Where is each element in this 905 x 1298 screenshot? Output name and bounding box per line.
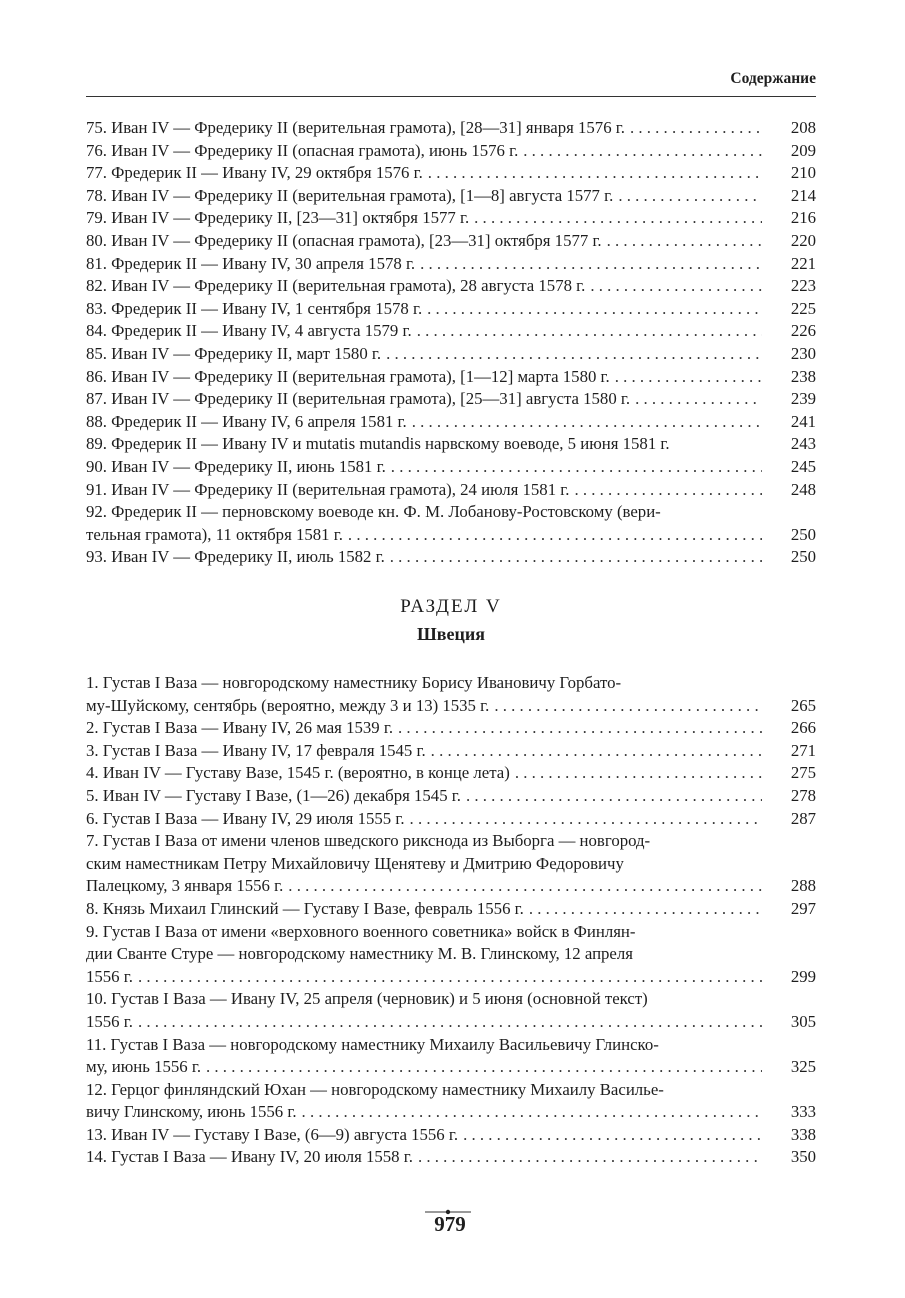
toc-entry-page: 225 [790, 298, 816, 318]
toc-entry [86, 433, 816, 456]
toc-entry-line [86, 921, 762, 944]
toc-entry [86, 1079, 816, 1124]
toc-entry-page: 245 [790, 456, 816, 476]
section-subtitle: Швеция [417, 624, 485, 644]
toc-entry-line [86, 230, 762, 253]
toc-entry-line [86, 830, 762, 853]
toc-entry [86, 162, 816, 185]
toc-entry-page: 214 [790, 185, 816, 205]
toc-entry [86, 830, 816, 898]
toc-entry-text: 13. Иван IV — Густаву I Вазе, (6—9) августа 1556 г. [86, 1124, 459, 1144]
toc-entry [86, 988, 816, 1033]
dot-leader [133, 1011, 762, 1034]
toc-entry-line [86, 1124, 762, 1147]
toc-entry-line [86, 988, 762, 1011]
toc-entry-page: 210 [790, 163, 816, 183]
toc-entry-line [86, 966, 762, 989]
toc-entry-line [86, 411, 762, 434]
toc-entry-line [86, 546, 762, 569]
toc-entry [86, 501, 816, 546]
toc-entry-line [86, 1056, 762, 1079]
toc-entry [86, 479, 816, 502]
page-number: 979 [434, 1212, 466, 1236]
dot-leader [385, 546, 762, 569]
toc-entry-text: ским наместникам Петру Михайловичу Щенятеву и Дмитрию Федоровичу [86, 853, 624, 873]
dot-leader [386, 456, 762, 479]
toc-entry-page: 239 [790, 389, 816, 409]
toc-entry [86, 1034, 816, 1079]
toc-entry-page: 223 [790, 276, 816, 296]
toc-entry-line [86, 524, 762, 547]
toc-entry [86, 672, 816, 717]
toc-entry-line [86, 320, 762, 343]
toc-entry-line [86, 1011, 762, 1034]
toc-entry-text: 77. Фредерик II — Ивану IV, 29 октября 1576 г. [86, 163, 423, 183]
dot-leader [461, 785, 762, 808]
toc-entry [86, 411, 816, 434]
toc-entry-text: 78. Иван IV — Фредерику II (верительная грамота), [1—8] августа 1577 г. [86, 185, 614, 205]
toc-entry [86, 1124, 816, 1147]
toc-entry-page: 271 [790, 740, 816, 760]
toc-entry-page: 208 [790, 118, 816, 137]
toc-entry-line [86, 740, 762, 763]
toc-entry [86, 388, 816, 411]
dot-leader [423, 162, 762, 185]
dot-leader [283, 875, 762, 898]
toc-entry-page: 241 [790, 411, 816, 431]
toc-list-top [86, 117, 816, 569]
dot-leader [458, 1124, 762, 1147]
toc-entry [86, 808, 816, 831]
toc-entry-line [86, 366, 762, 389]
toc-entry [86, 275, 816, 298]
toc-entry-text: 76. Иван IV — Фредерику II (опасная грамота), июнь 1576 г. [86, 140, 519, 160]
toc-entry-page: 265 [790, 695, 816, 715]
toc-entry-text: 84. Фредерик II — Ивану IV, 4 августа 1579 г. [86, 321, 412, 341]
toc-entry [86, 366, 816, 389]
toc-entry-text: вичу Глинскому, июнь 1556 г. [86, 1102, 297, 1122]
toc-entry-line [86, 672, 762, 695]
toc-entry-text: 88. Фредерик II — Ивану IV, 6 апреля 1581 г. [86, 411, 407, 431]
toc-entry-page: 221 [790, 253, 816, 273]
toc-entry [86, 140, 816, 163]
toc-entry-page: 250 [790, 547, 816, 567]
toc-entry-text: 11. Густав I Ваза — новгородскому наместнику Михаилу Васильевичу Глинско- [86, 1034, 659, 1054]
dot-leader [630, 388, 762, 411]
toc-entry [86, 740, 816, 763]
toc-entry [86, 117, 816, 140]
toc-entry-text: 83. Фредерик II — Ивану IV, 1 сентября 1578 г. [86, 298, 423, 318]
toc-entry-text: 6. Густав I Ваза — Ивану IV, 29 июля 1555 г. [86, 808, 405, 828]
dot-leader [413, 1146, 762, 1169]
dot-leader [469, 207, 762, 230]
toc-entry-page: 238 [790, 366, 816, 386]
toc-entry [86, 921, 816, 989]
toc-entry [86, 456, 816, 479]
dot-leader [625, 117, 762, 140]
toc-entry-text: 5. Иван IV — Густаву I Вазе, (1—26) декабря 1545 г. [86, 785, 461, 805]
toc-entry [86, 298, 816, 321]
toc-entry [86, 230, 816, 253]
toc-entry-line [86, 695, 762, 718]
toc-entry-page: 248 [790, 479, 816, 499]
toc-entry [86, 343, 816, 366]
toc-entry-page: 243 [790, 434, 816, 454]
toc-entry-page: 338 [790, 1124, 816, 1144]
toc-entry [86, 253, 816, 276]
toc-entry-text: 89. Фредерик II — Ивану IV и mutatis mutandis нарвскому воеводе, 5 июня 1581 г. [86, 434, 670, 454]
toc-entry-page: 299 [790, 966, 816, 986]
toc-entry-line [86, 808, 762, 831]
toc-entry-page: 278 [790, 785, 816, 805]
toc-entry [86, 320, 816, 343]
toc-entry-line [86, 185, 762, 208]
toc-entry-text: 90. Иван IV — Фредерику II, июнь 1581 г. [86, 456, 386, 476]
dot-leader [510, 762, 762, 785]
toc-entry [86, 1146, 816, 1169]
toc-entry-line [86, 162, 762, 185]
dot-leader [381, 343, 762, 366]
toc-entry-text: 82. Иван IV — Фредерику II (верительная грамота), 28 августа 1578 г. [86, 276, 586, 296]
toc-entry-line [86, 853, 762, 876]
toc-entry-text: 7. Густав I Ваза от имени членов шведского рикснода из Выборга — новгород- [86, 831, 651, 851]
toc-entry-line [86, 388, 762, 411]
toc-entry-line [86, 1146, 762, 1169]
toc-list-bottom [86, 672, 816, 1169]
toc-entry-line [86, 1034, 762, 1057]
dot-leader [489, 695, 762, 718]
toc-entry-line [86, 875, 762, 898]
dot-leader [610, 366, 762, 389]
dot-leader [422, 298, 762, 321]
toc-entry-page: 216 [790, 208, 816, 228]
toc-entry-page: 209 [790, 140, 816, 160]
toc-entry-line [86, 943, 762, 966]
toc-entry-text: 3. Густав I Ваза — Ивану IV, 17 февраля 1545 г. [86, 740, 426, 760]
toc-entry [86, 717, 816, 740]
toc-entry-page: 288 [790, 876, 816, 896]
toc-entry-text: му-Шуйскому, сентябрь (вероятно, между 3 и 13) 1535 г. [86, 695, 490, 715]
toc-entry-page: 226 [790, 321, 816, 341]
toc-entry-text: 2. Густав I Ваза — Ивану IV, 26 мая 1539 г. [86, 718, 394, 738]
toc-entry-line [86, 433, 762, 456]
toc-entry-page: 230 [790, 343, 816, 363]
toc-entry-page: 333 [790, 1102, 816, 1122]
toc-entry-text: 86. Иван IV — Фредерику II (верительная грамота), [1—12] марта 1580 г. [86, 366, 610, 386]
toc-entry-line [86, 343, 762, 366]
section-title: РАЗДЕЛ V [400, 596, 502, 617]
toc-entry-text: му, июнь 1556 г. [86, 1057, 202, 1077]
dot-leader [569, 479, 762, 502]
toc-entry-line [86, 117, 762, 140]
dot-leader [613, 185, 762, 208]
header-rule [86, 96, 816, 97]
toc-entry-line [86, 898, 762, 921]
toc-entry-text: 92. Фредерик II — перновскому воеводе кн. Ф. М. Лобанову-Ростовскому (вери- [86, 502, 661, 522]
toc-entry-page: 350 [790, 1147, 816, 1167]
toc-entry-page: 287 [790, 808, 816, 828]
toc-entry-text: 12. Герцог финляндский Юхан — новгородскому наместнику Михаилу Василье- [86, 1079, 664, 1099]
dot-leader [297, 1101, 762, 1124]
toc-entry-text: 9. Густав I Ваза от имени «верховного военного советника» войск в Финлян- [86, 921, 636, 941]
toc-entry-page: 297 [790, 898, 816, 918]
toc-entry-page: 305 [790, 1011, 816, 1031]
toc-entry-line [86, 207, 762, 230]
toc-entry-line [86, 298, 762, 321]
toc-entry-text: 93. Иван IV — Фредерику II, июль 1582 г. [86, 547, 385, 567]
toc-entry [86, 185, 816, 208]
toc-entry-text: 87. Иван IV — Фредерику II (верительная грамота), [25—31] августа 1580 г. [86, 389, 631, 409]
toc-entry-text: 1556 г. [86, 966, 133, 986]
toc-entry-text: Палецкому, 3 января 1556 г. [86, 876, 284, 896]
toc-entry-page: 220 [790, 230, 816, 250]
toc-entry-text: 81. Фредерик II — Ивану IV, 30 апреля 1578 г. [86, 253, 416, 273]
toc-entry [86, 207, 816, 230]
dot-leader [412, 320, 762, 343]
toc-entry-page: 250 [790, 524, 816, 544]
toc-entry-text: 79. Иван IV — Фредерику II, [23—31] октября 1577 г. [86, 208, 470, 228]
toc-entry-text: 10. Густав I Ваза — Ивану IV, 25 апреля (черновик) и 5 июня (основной текст) [86, 989, 648, 1009]
toc-entry-line [86, 717, 762, 740]
dot-leader [602, 230, 762, 253]
toc-entry-text: 1. Густав I Ваза — новгородскому наместнику Борису Ивановичу Горбато- [86, 673, 622, 692]
toc-entry-line [86, 253, 762, 276]
dot-leader [407, 411, 762, 434]
toc-entry [86, 546, 816, 569]
toc-entry-text: 85. Иван IV — Фредерику II, март 1580 г. [86, 343, 382, 363]
dot-leader [393, 717, 762, 740]
toc-entry-line [86, 479, 762, 502]
toc-entry-line [86, 1101, 762, 1124]
toc-entry-text: 91. Иван IV — Фредерику II (верительная грамота), 24 июля 1581 г. [86, 479, 570, 499]
toc-entry-line [86, 762, 762, 785]
dot-leader [426, 740, 762, 763]
dot-leader [585, 275, 762, 298]
dot-leader [201, 1056, 762, 1079]
toc-entry-text: 8. Князь Михаил Глинский — Густаву I Вазе, февраль 1556 г. [86, 898, 524, 918]
toc-entry-page: 266 [790, 718, 816, 738]
toc-entry-line [86, 140, 762, 163]
toc-entry [86, 785, 816, 808]
toc-entry-page: 275 [790, 763, 816, 783]
toc-entry-text: 1556 г. [86, 1011, 133, 1031]
dot-leader [415, 253, 762, 276]
running-title: Содержание [730, 70, 816, 87]
dot-leader [524, 898, 762, 921]
dot-leader [405, 808, 762, 831]
toc-entry-text: тельная грамота), 11 октября 1581 г. [86, 524, 343, 544]
dot-leader [518, 140, 762, 163]
toc-entry-text: дии Сванте Стуре — новгородскому наместнику М. В. Глинскому, 12 апреля [86, 944, 633, 964]
toc-entry-text: 14. Густав I Ваза — Ивану IV, 20 июля 1558 г. [86, 1147, 413, 1167]
dot-leader [343, 524, 762, 547]
toc-entry-line [86, 785, 762, 808]
toc-entry-text: 4. Иван IV — Густаву Вазе, 1545 г. (вероятно, в конце лета) [86, 763, 510, 783]
toc-entry-line [86, 456, 762, 479]
toc-entry-text: 80. Иван IV — Фредерику II (опасная грамота), [23—31] октября 1577 г. [86, 230, 602, 250]
toc-entry-page: 325 [790, 1057, 816, 1077]
dot-leader [133, 966, 762, 989]
toc-entry [86, 898, 816, 921]
toc-entry-line [86, 1079, 762, 1102]
toc-entry-text: 75. Иван IV — Фредерику II (верительная грамота), [28—31] января 1576 г. [86, 118, 625, 137]
toc-entry-line [86, 501, 762, 524]
toc-entry-line [86, 275, 762, 298]
toc-entry [86, 762, 816, 785]
